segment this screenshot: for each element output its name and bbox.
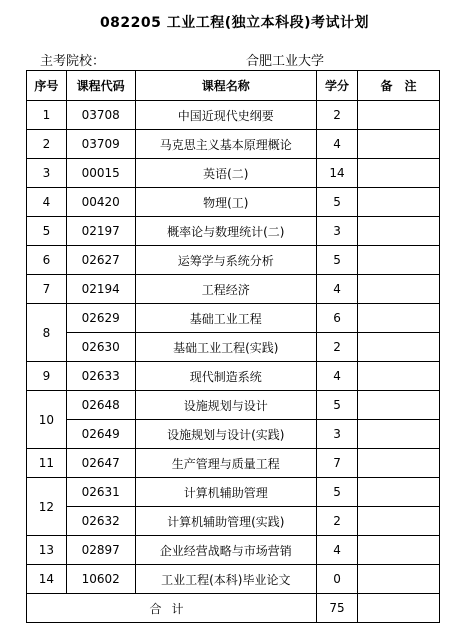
course-remark: [358, 536, 440, 565]
course-code: 02197: [66, 217, 135, 246]
course-credit: 4: [317, 362, 358, 391]
course-credit: 7: [317, 449, 358, 478]
course-credit: 4: [317, 536, 358, 565]
course-name: 工程经济: [135, 275, 317, 304]
course-credit: 6: [317, 304, 358, 333]
course-code: 02627: [66, 246, 135, 275]
course-name: 现代制造系统: [135, 362, 317, 391]
table-row: [27, 565, 440, 594]
course-credit: 14: [317, 159, 358, 188]
table-row: [27, 275, 440, 304]
course-remark: [358, 159, 440, 188]
table-row: [27, 449, 440, 478]
course-name: 生产管理与质量工程: [135, 449, 317, 478]
table-row: [27, 101, 440, 130]
course-remark: [358, 565, 440, 594]
course-code: 02631: [66, 478, 135, 507]
table-header-row: [27, 71, 440, 101]
total-credit: 75: [317, 594, 358, 623]
row-number: 13: [27, 536, 67, 565]
course-code: 02629: [66, 304, 135, 333]
exam-plan-table: [26, 70, 440, 623]
course-code: 03709: [66, 130, 135, 159]
course-credit: 4: [317, 275, 358, 304]
course-credit: 3: [317, 217, 358, 246]
course-name: 计算机辅助管理(实践): [135, 507, 317, 536]
row-number: 9: [27, 362, 67, 391]
header-name: 课程名称: [135, 71, 317, 101]
course-remark: [358, 188, 440, 217]
course-remark: [358, 391, 440, 420]
row-number: 4: [27, 188, 67, 217]
course-name: 运筹学与系统分析: [135, 246, 317, 275]
course-code: 02647: [66, 449, 135, 478]
table-row: [27, 159, 440, 188]
course-remark: [358, 217, 440, 246]
course-name: 物理(工): [135, 188, 317, 217]
table-row: [27, 188, 440, 217]
table-row: [27, 507, 440, 536]
total-row: [27, 594, 440, 623]
course-code: 03708: [66, 101, 135, 130]
header-credit: 学分: [317, 71, 358, 101]
course-remark: [358, 507, 440, 536]
table-row: [27, 130, 440, 159]
course-name: 概率论与数理统计(二): [135, 217, 317, 246]
course-code: 02897: [66, 536, 135, 565]
total-remark: [358, 594, 440, 623]
header-remark: 备 注: [358, 71, 440, 101]
course-remark: [358, 420, 440, 449]
course-name: 基础工业工程: [135, 304, 317, 333]
course-credit: 5: [317, 188, 358, 217]
row-number: 10: [27, 391, 67, 449]
course-remark: [358, 275, 440, 304]
course-name: 设施规划与设计(实践): [135, 420, 317, 449]
row-number: 12: [27, 478, 67, 536]
table-row: [27, 304, 440, 333]
row-number: 8: [27, 304, 67, 362]
course-code: 00420: [66, 188, 135, 217]
table-row: [27, 420, 440, 449]
row-number: 1: [27, 101, 67, 130]
course-code: 02632: [66, 507, 135, 536]
course-code: 10602: [66, 565, 135, 594]
course-credit: 2: [317, 507, 358, 536]
course-remark: [358, 246, 440, 275]
course-credit: 5: [317, 246, 358, 275]
course-credit: 2: [317, 333, 358, 362]
course-code: 02194: [66, 275, 135, 304]
course-name: 马克思主义基本原理概论: [135, 130, 317, 159]
course-remark: [358, 478, 440, 507]
row-number: 14: [27, 565, 67, 594]
course-credit: 3: [317, 420, 358, 449]
table-row: [27, 478, 440, 507]
course-remark: [358, 101, 440, 130]
course-name: 设施规划与设计: [135, 391, 317, 420]
course-code: 02630: [66, 333, 135, 362]
course-name: 企业经营战略与市场营销: [135, 536, 317, 565]
school-name: 合肥工业大学: [246, 54, 325, 69]
course-remark: [358, 130, 440, 159]
table-row: [27, 217, 440, 246]
row-number: 5: [27, 217, 67, 246]
course-credit: 5: [317, 478, 358, 507]
table-body: [27, 101, 440, 594]
course-code: 02648: [66, 391, 135, 420]
header-code: 课程代码: [66, 71, 135, 101]
course-name: 基础工业工程(实践): [135, 333, 317, 362]
table-row: [27, 362, 440, 391]
row-number: 11: [27, 449, 67, 478]
total-label: 合计: [27, 594, 317, 623]
course-credit: 5: [317, 391, 358, 420]
course-name: 工业工程(本科)毕业论文: [135, 565, 317, 594]
course-remark: [358, 362, 440, 391]
course-credit: 0: [317, 565, 358, 594]
table-row: [27, 391, 440, 420]
school-label: 主考院校：: [40, 54, 106, 69]
course-credit: 4: [317, 130, 358, 159]
row-number: 3: [27, 159, 67, 188]
course-remark: [358, 449, 440, 478]
table-row: [27, 246, 440, 275]
course-code: 02633: [66, 362, 135, 391]
row-number: 2: [27, 130, 67, 159]
row-number: 7: [27, 275, 67, 304]
page-title: 082205 工业工程(独立本科段)考试计划: [99, 15, 370, 31]
course-name: 中国近现代史纲要: [135, 101, 317, 130]
course-code: 00015: [66, 159, 135, 188]
table-row: [27, 333, 440, 362]
table-row: [27, 536, 440, 565]
course-credit: 2: [317, 101, 358, 130]
header-no: 序号: [27, 71, 67, 101]
course-code: 02649: [66, 420, 135, 449]
course-remark: [358, 304, 440, 333]
course-name: 英语(二): [135, 159, 317, 188]
course-name: 计算机辅助管理: [135, 478, 317, 507]
course-remark: [358, 333, 440, 362]
row-number: 6: [27, 246, 67, 275]
